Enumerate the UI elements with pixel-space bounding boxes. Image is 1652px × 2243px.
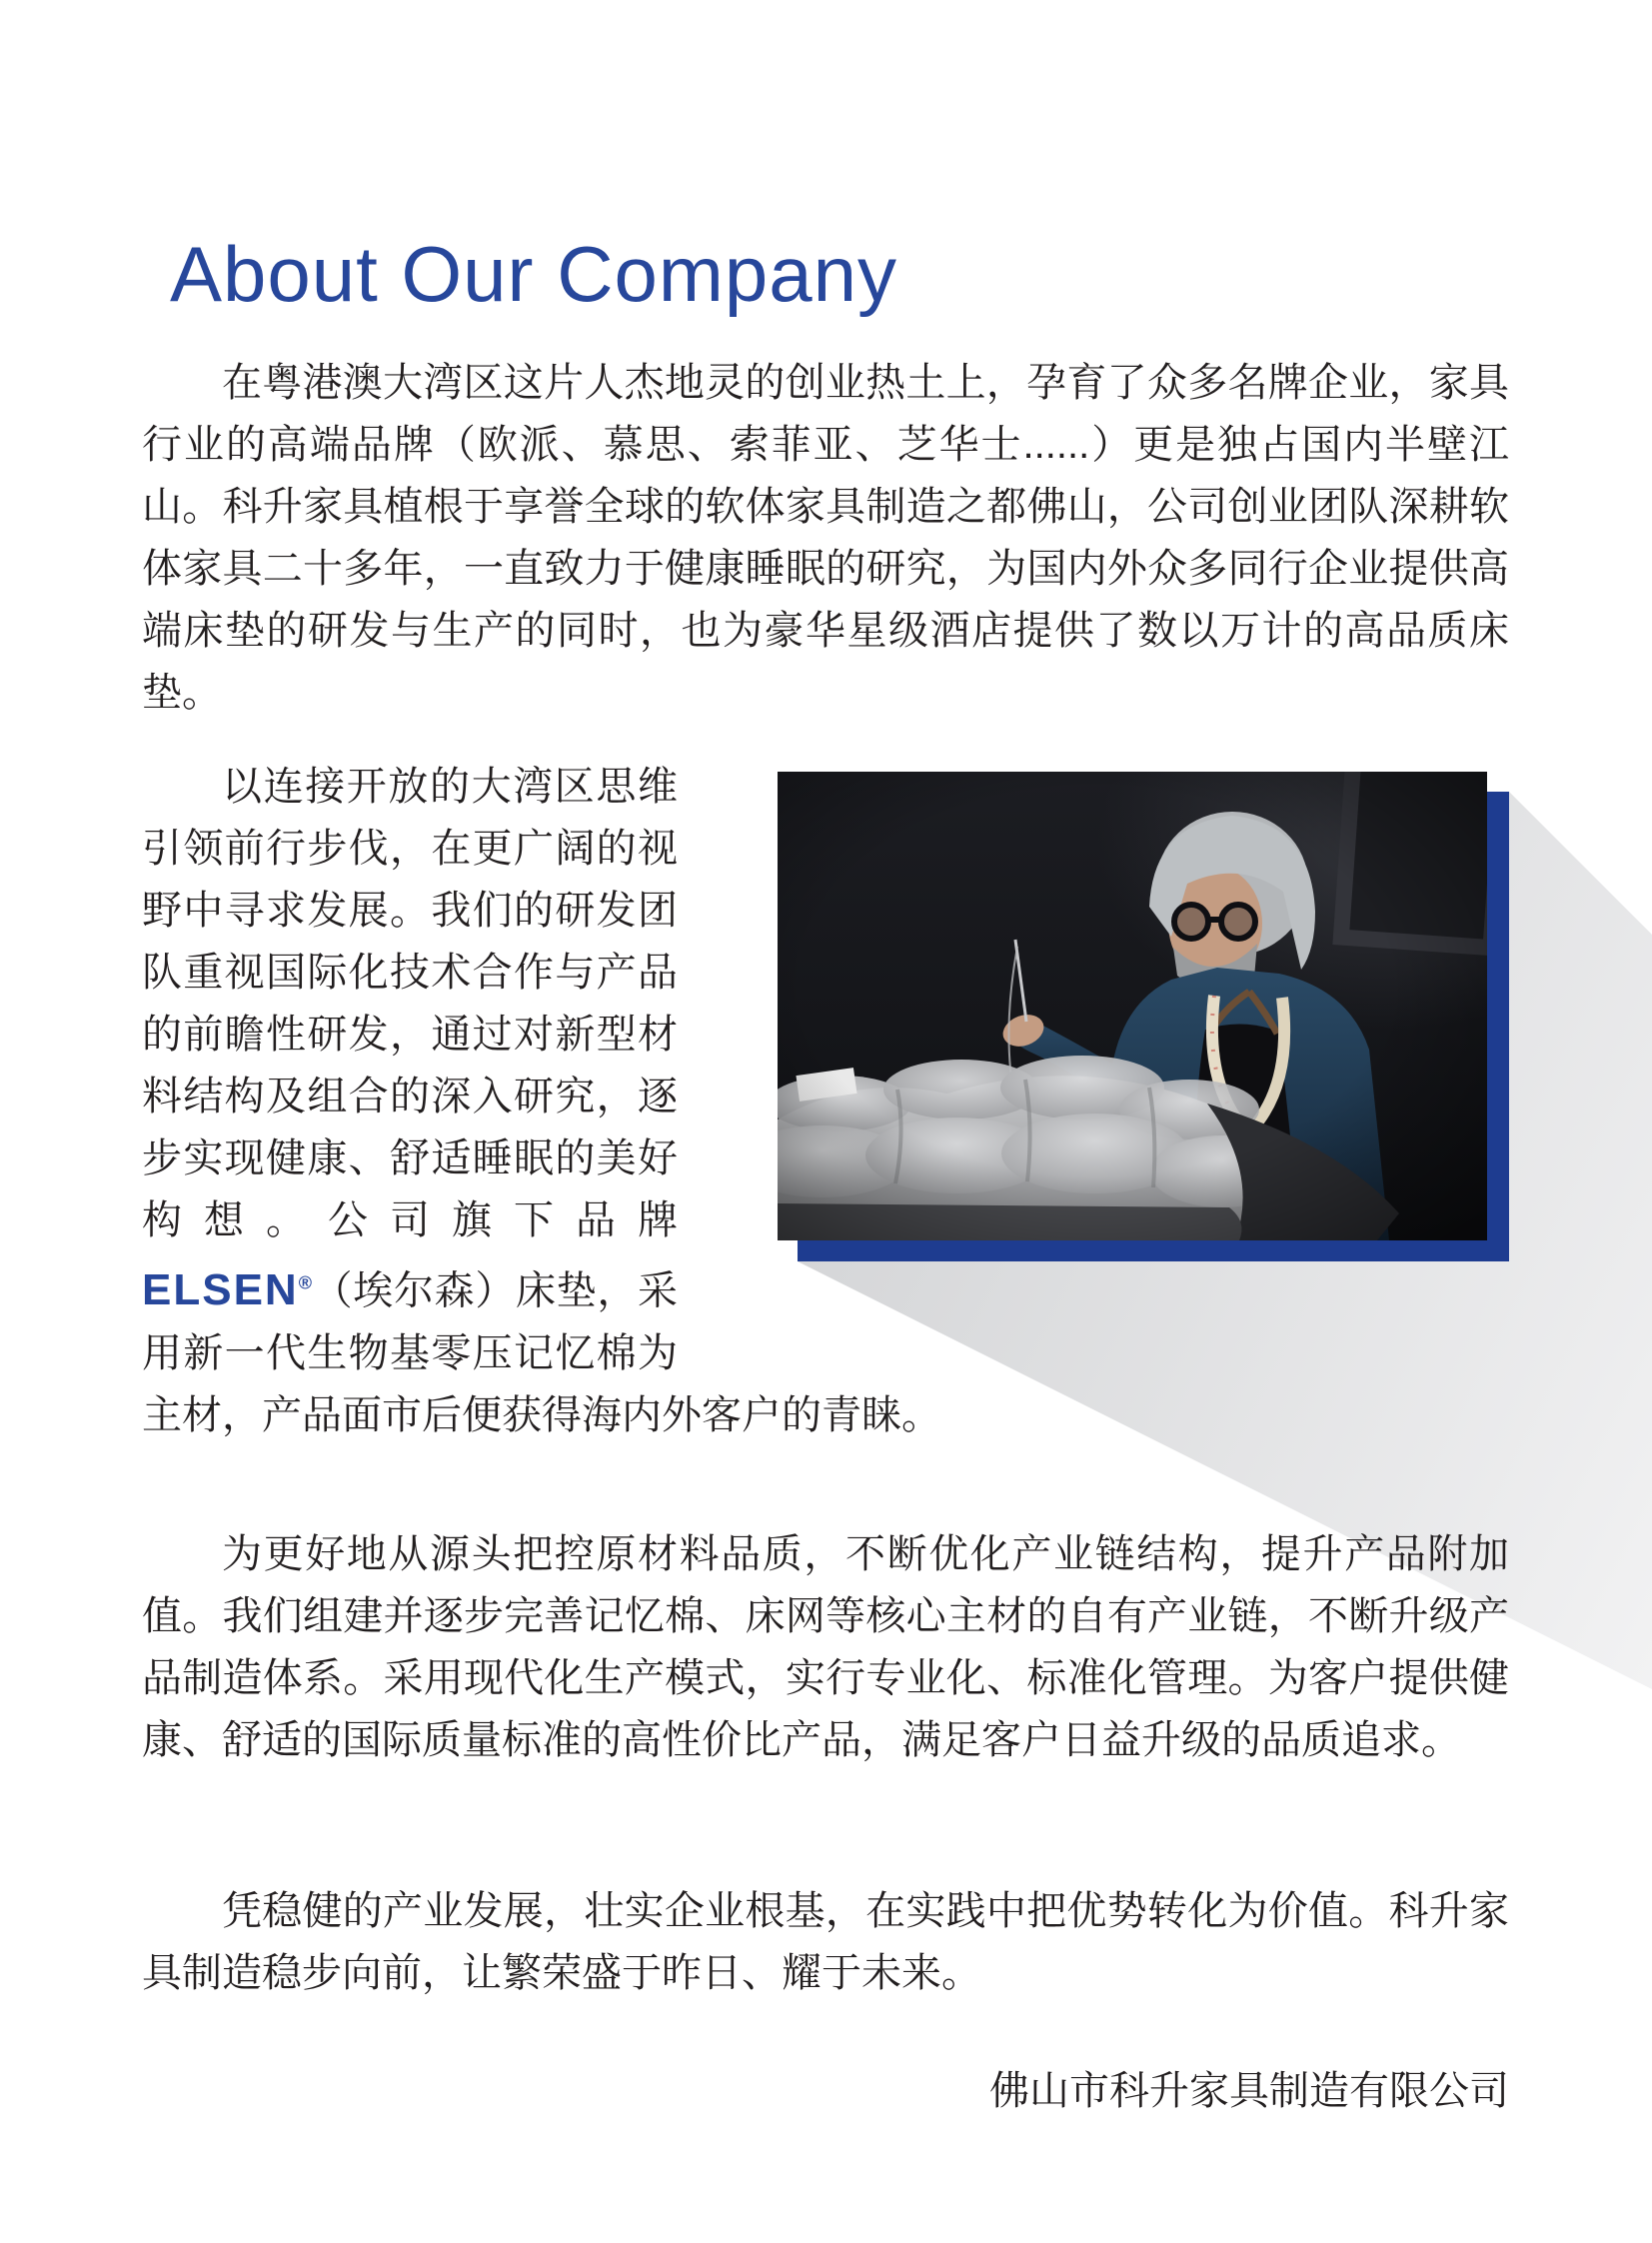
company-name-signature: 佛山市科升家具制造有限公司 bbox=[989, 2069, 1509, 2113]
registered-trademark-mark: ® bbox=[298, 1272, 312, 1292]
paragraph-2-text-after: （埃尔森）床垫，采用新一代生物基零压记忆棉为主材，产品面市后便获得海内外客户的青睐。 bbox=[142, 1268, 941, 1437]
elsen-brand-logo bbox=[142, 1265, 312, 1314]
paragraph-4: 凭稳健的产业发展，壮实企业根基，在实践中把优势转化为价值。科升家具制造稳步向前，让繁荣盛于昨日、耀于未来。 bbox=[142, 1889, 1509, 1995]
paragraph-1: 在粤港澳大湾区这片人杰地灵的创业热土上，孕育了众多名牌企业，家具行业的高端品牌（欧派、慕思、索菲亚、芝华士......）更是独占国内半壁江山。科升家具植根于享誉全球的软体家具制造之都佛山，公司创业团队深耕软体家具二十多年，一直致力于健康睡眠的研究，为国内外众多同行企业提供高端床垫的研发与生产的同时，也为豪华星级酒店提供了数以万计的高品质床垫。 bbox=[142, 361, 1509, 715]
paragraph-2-text-before: 以连接开放的大湾区思维引领前行步伐，在更广阔的视野中寻求发展。我们的研发团队重视国际化技术合作与产品的前瞻性研发，通过对新型材料结构及组合的深入研究，逐步实现健康、舒适睡眠的美好构想。公司旗下品牌 bbox=[142, 765, 678, 1242]
paragraph-2 bbox=[142, 756, 1509, 1446]
photo-wrap-spacer bbox=[678, 756, 1509, 1375]
elsen-wordmark: ELSEN bbox=[142, 1264, 299, 1314]
page-title: About Our Company bbox=[170, 230, 898, 318]
paragraph-3: 为更好地从源头把控原材料品质，不断优化产业链结构，提升产品附加值。我们组建并逐步完善记忆棉、床网等核心主材的自有产业链，不断升级产品制造体系。采用现代化生产模式，实行专业化、标准化管理。为客户提供健康、舒适的国际质量标准的高性价比产品，满足客户日益升级的品质追求。 bbox=[142, 1532, 1509, 1762]
